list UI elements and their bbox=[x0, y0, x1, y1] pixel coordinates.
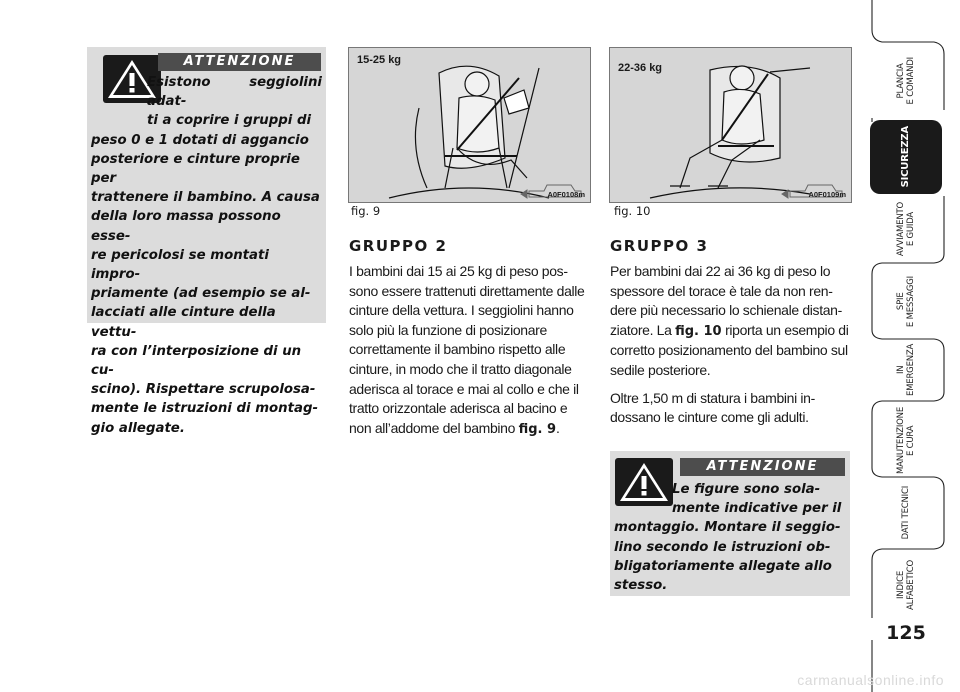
warning-line: trattenere il bambino. A causa bbox=[91, 190, 320, 206]
tab-sicurezza[interactable] bbox=[870, 120, 942, 194]
child-seat-illustration bbox=[349, 48, 591, 203]
tab-label: SICUREZZA bbox=[900, 126, 911, 188]
tab-avviamento-e-guida[interactable] bbox=[870, 196, 942, 262]
section-body-gruppo-3 bbox=[610, 262, 850, 428]
body-text: riporta un esempio di corretto posizionamento del bambino sul sedile posteriore. bbox=[610, 321, 849, 378]
warning-line: priamente (ad esempio se al- bbox=[91, 286, 311, 302]
figure-weight-label: 22-36 kg bbox=[618, 62, 663, 74]
figure-9 bbox=[348, 47, 591, 203]
watermark: carmanualsonline.info bbox=[797, 672, 944, 688]
tab-manutenzione-e-cura[interactable] bbox=[870, 404, 942, 476]
warning-line: Le figure sono sola- bbox=[672, 482, 821, 497]
tab-spie-e-messaggi[interactable] bbox=[870, 268, 942, 336]
warning-line: lacciati alle cinture della vettu- bbox=[91, 305, 276, 340]
warning-line: Esistono seggiolini adat- bbox=[147, 75, 322, 110]
warning-line: montaggio. Montare il seggio- bbox=[614, 520, 841, 536]
tab-label: SPIE E MESSAGGI bbox=[896, 276, 916, 328]
tab-dati-tecnici[interactable] bbox=[870, 480, 942, 546]
section-title-gruppo-2: GRUPPO 2 bbox=[349, 237, 448, 255]
warning-line: re pericolosi se montati impro- bbox=[91, 247, 269, 283]
figure-10 bbox=[609, 47, 852, 203]
tab-label: MANUTENZIONE E CURA bbox=[896, 406, 916, 474]
section-body-gruppo-2 bbox=[349, 262, 589, 439]
warning-line: scino). Rispettare scrupolosa- bbox=[91, 382, 316, 398]
warning-text bbox=[614, 480, 846, 595]
chapter-tab-rail bbox=[870, 0, 960, 692]
warning-line: mente indicative per il bbox=[672, 501, 842, 517]
figure-code: A0F0108m bbox=[547, 190, 585, 199]
figure-caption: fig. 9 bbox=[351, 204, 381, 218]
body-text: Oltre 1,50 m di statura i bambini indossano le cinture come gli adulti. bbox=[610, 389, 816, 426]
warning-line: della loro massa possono esse- bbox=[91, 209, 281, 244]
warning-line: ra con l’interposizione di un cu- bbox=[91, 343, 302, 379]
warning-line: peso 0 e 1 dotati di aggancio bbox=[91, 132, 309, 148]
body-text: Per bambini dai 22 ai 36 kg di peso lo spessore del torace è tale da non rendere più necessario lo schienale distanziatore. La bbox=[610, 263, 843, 338]
warning-line: mente le istruzioni di montag- bbox=[91, 401, 319, 417]
warning-text bbox=[91, 73, 322, 438]
warning-line: gio allegate. bbox=[91, 420, 185, 436]
section-title-gruppo-3: GRUPPO 3 bbox=[610, 237, 709, 255]
warning-box-right bbox=[610, 451, 850, 596]
tab-label: INDICE ALFABETICO bbox=[896, 559, 916, 610]
figure-weight-label: 15-25 kg bbox=[357, 54, 402, 66]
tab-label: DATI TECNICI bbox=[901, 486, 911, 540]
figure-reference: fig. 9 bbox=[518, 421, 557, 437]
tab-label: PLANCIA E COMANDI bbox=[896, 57, 916, 105]
figure-reference: fig. 10 bbox=[675, 323, 722, 339]
warning-line: ti a coprire i gruppi di bbox=[147, 113, 312, 129]
tab-in-emergenza[interactable] bbox=[870, 340, 942, 400]
warning-header: ATTENZIONE bbox=[158, 53, 321, 71]
warning-header: ATTENZIONE bbox=[680, 458, 845, 476]
warning-line: lino secondo le istruzioni ob- bbox=[614, 539, 831, 555]
tab-plancia-e-comandi[interactable] bbox=[870, 46, 942, 116]
warning-line: bligatoriamente allegate allo bbox=[614, 558, 832, 574]
page-number: 125 bbox=[886, 622, 926, 644]
tab-label: AVVIAMENTO E GUIDA bbox=[896, 201, 916, 257]
figure-code: A0F0109m bbox=[808, 190, 846, 199]
warning-line: posteriore e cinture proprie per bbox=[91, 151, 300, 187]
child-belt-illustration bbox=[610, 48, 852, 203]
body-text: . bbox=[556, 419, 560, 436]
warning-line: stesso. bbox=[614, 578, 668, 594]
figure-caption: fig. 10 bbox=[614, 204, 651, 218]
body-text: I bambini dai 15 ai 25 kg di peso possono essere trattenuti direttamente dalle cinture della vettura. I seggiolini hanno solo più la funzione di posizionare correttamente il bambino rispetto alle cinture, in modo che il tratto diagonale aderisca al torace e mai al collo e che il tratto orizzontale aderisca al bacino e non all’addome del bambino bbox=[349, 263, 585, 436]
warning-box-left bbox=[87, 47, 326, 436]
tab-label: IN EMERGENZA bbox=[896, 343, 916, 397]
tab-indice-alfabetico[interactable] bbox=[870, 552, 942, 618]
